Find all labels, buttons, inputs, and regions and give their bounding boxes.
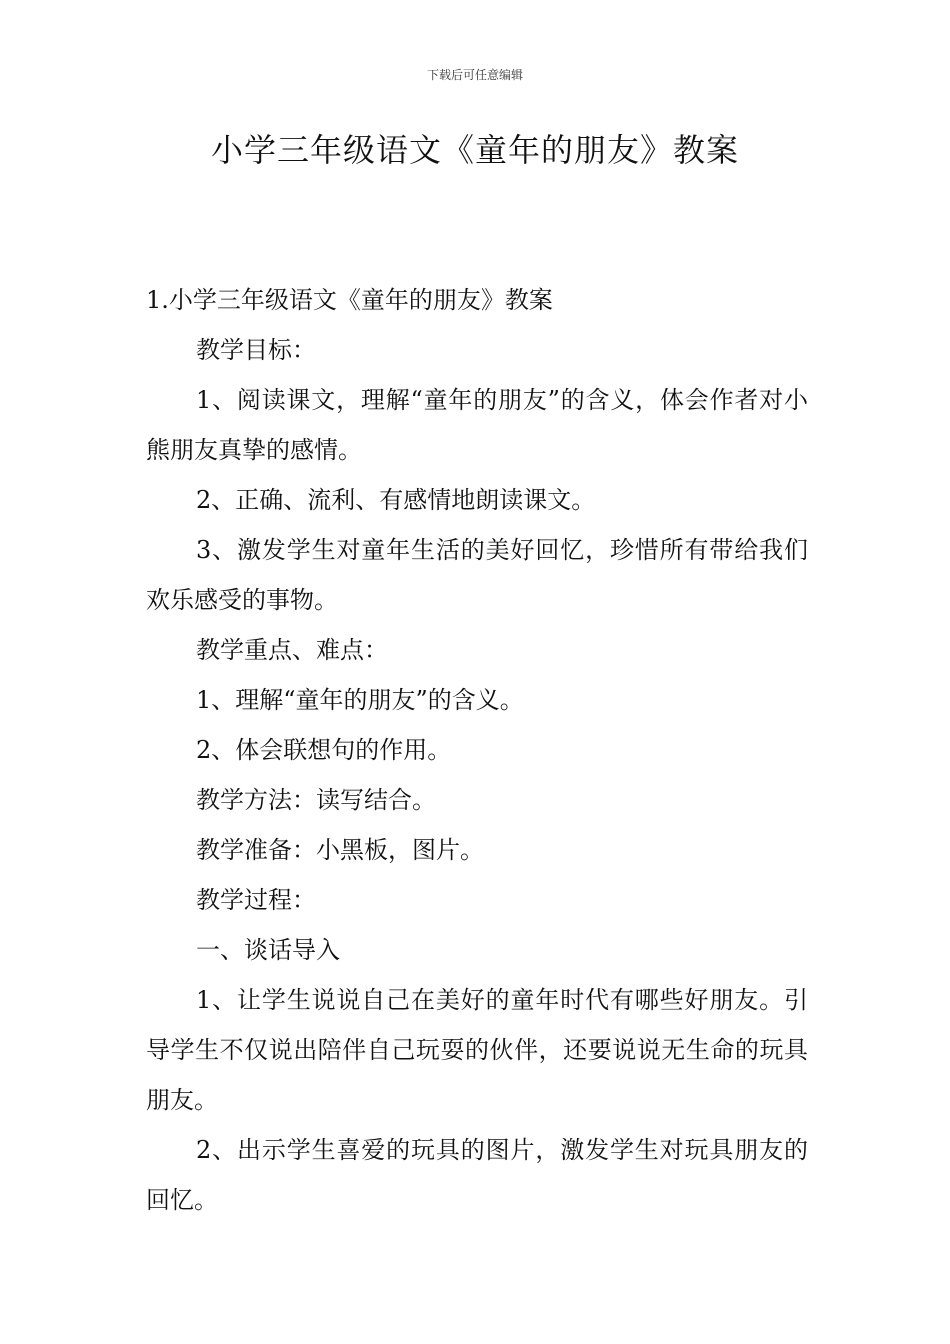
paragraph: 2、出示学生喜爱的玩具的图片，激发学生对玩具朋友的回忆。 <box>146 1136 808 1214</box>
paragraph: 1、阅读课文，理解“童年的朋友”的含义，体会作者对小熊朋友真挚的感情。 <box>146 386 808 464</box>
document-title: 小学三年级语文《童年的朋友》教案 <box>210 131 739 169</box>
paragraph: 教学准备：小黑板，图片。 <box>196 836 484 864</box>
paragraph: 教学重点、难点： <box>196 636 388 664</box>
paragraph: 教学方法：读写结合。 <box>196 786 436 814</box>
paragraph: 教学目标： <box>196 336 316 364</box>
document-body <box>146 275 808 1225</box>
paragraph: 1、理解“童年的朋友”的含义。 <box>196 686 524 714</box>
paragraph: 3、激发学生对童年生活的美好回忆，珍惜所有带给我们欢乐感受的事物。 <box>146 536 808 614</box>
paragraph: 2、体会联想句的作用。 <box>196 736 452 764</box>
paragraph: 一、谈话导入 <box>196 936 340 964</box>
paragraph: 1、让学生说说自己在美好的童年时代有哪些好朋友。引导学生不仅说出陪伴自己玩耍的伙伴，还要说说无生命的玩具朋友。 <box>146 986 808 1114</box>
paragraph: 1.小学三年级语文《童年的朋友》教案 <box>146 286 553 314</box>
paragraph: 2、正确、流利、有感情地朗读课文。 <box>196 486 596 514</box>
header-note: 下载后可任意编辑 <box>426 68 523 82</box>
paragraph: 教学过程： <box>196 886 316 914</box>
